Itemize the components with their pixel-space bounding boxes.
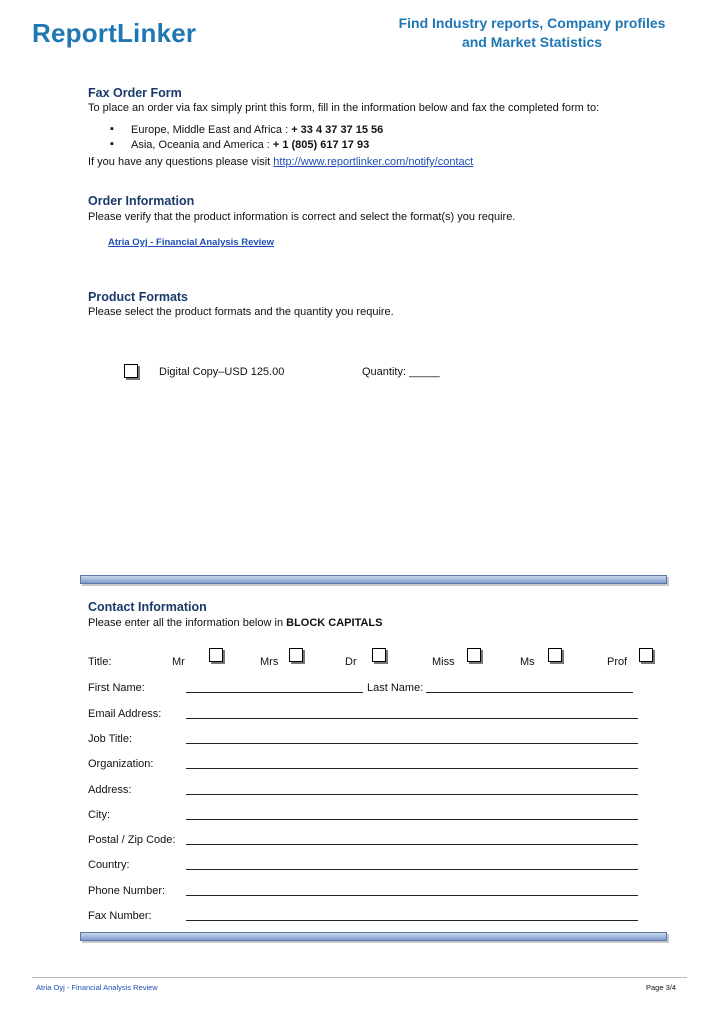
address-label: Address: bbox=[88, 784, 132, 796]
postal-code-field[interactable] bbox=[186, 844, 638, 845]
fax-order-form-intro: To place an order via fax simply print this form, fill in the information below and fax the completed form to: bbox=[88, 102, 600, 114]
email-label: Email Address: bbox=[88, 708, 162, 720]
salutation-miss-checkbox[interactable] bbox=[467, 648, 481, 662]
footer-page-number: Page 3/4 bbox=[646, 983, 677, 992]
region-europe-number: + 33 4 37 37 15 56 bbox=[291, 124, 384, 136]
organization-field[interactable] bbox=[186, 768, 638, 769]
quantity-label[interactable]: Quantity: _____ bbox=[362, 366, 440, 378]
city-field[interactable] bbox=[186, 819, 638, 820]
organization-label: Organization: bbox=[88, 758, 154, 770]
salutation-mrs-checkbox[interactable] bbox=[289, 648, 303, 662]
first-name-label: First Name: bbox=[88, 682, 145, 694]
salutation-ms-label: Ms bbox=[520, 656, 535, 668]
phone-number-field[interactable] bbox=[186, 895, 638, 896]
section-divider-bottom bbox=[80, 932, 667, 941]
salutation-dr-checkbox[interactable] bbox=[372, 648, 386, 662]
region-asia-number: + 1 (805) 617 17 93 bbox=[272, 139, 370, 151]
contact-information-title: Contact Information bbox=[88, 600, 207, 614]
last-name-field[interactable] bbox=[426, 692, 633, 693]
salutation-mr-label: Mr bbox=[172, 656, 185, 668]
email-field[interactable] bbox=[186, 718, 638, 719]
section-divider-top bbox=[80, 575, 667, 584]
job-title-label: Job Title: bbox=[88, 733, 133, 745]
region-europe-label: Europe, Middle East and Africa : bbox=[131, 124, 292, 136]
phone-number-label: Phone Number: bbox=[88, 885, 166, 897]
fax-order-form-title: Fax Order Form bbox=[88, 86, 182, 100]
fax-number-field[interactable] bbox=[186, 920, 638, 921]
last-name-label: Last Name: bbox=[367, 682, 424, 694]
reportlinker-logo: ReportLinker bbox=[32, 18, 197, 48]
country-field[interactable] bbox=[186, 869, 638, 870]
contact-link[interactable]: http://www.reportlinker.com/notify/contact bbox=[273, 156, 474, 168]
product-link[interactable]: Atria Oyj - Financial Analysis Review bbox=[108, 237, 274, 248]
title-label: Title: bbox=[88, 656, 112, 668]
digital-copy-checkbox[interactable] bbox=[124, 364, 138, 378]
product-formats-text: Please select the product formats and the quantity you require. bbox=[88, 306, 394, 318]
tagline-line-1: Find Industry reports, Company profiles bbox=[398, 15, 666, 31]
salutation-miss-label: Miss bbox=[432, 656, 455, 668]
region-asia-label: Asia, Oceania and America : bbox=[131, 139, 273, 151]
order-information-title: Order Information bbox=[88, 194, 195, 208]
job-title-field[interactable] bbox=[186, 743, 638, 744]
tagline-line-2: and Market Statistics bbox=[461, 34, 603, 50]
header-tagline bbox=[372, 14, 692, 52]
region-europe bbox=[110, 124, 383, 136]
postal-code-label: Postal / Zip Code: bbox=[88, 834, 176, 846]
address-field[interactable] bbox=[186, 794, 638, 795]
order-information-text: Please verify that the product information is correct and select the format(s) you require. bbox=[88, 211, 516, 223]
salutation-prof-checkbox[interactable] bbox=[639, 648, 653, 662]
salutation-dr-label: Dr bbox=[345, 656, 357, 668]
first-name-field[interactable] bbox=[186, 692, 363, 693]
questions-line bbox=[88, 156, 473, 168]
contact-text-prefix: Please enter all the information below in bbox=[88, 617, 287, 629]
region-asia bbox=[110, 139, 369, 151]
block-capitals: BLOCK CAPITALS bbox=[286, 617, 383, 629]
product-formats-title: Product Formats bbox=[88, 290, 189, 304]
footer-document-title: Atria Oyj - Financial Analysis Review bbox=[36, 983, 158, 992]
salutation-prof-label: Prof bbox=[607, 656, 628, 668]
city-label: City: bbox=[88, 809, 110, 821]
salutation-mrs-label: Mrs bbox=[260, 656, 279, 668]
fax-number-label: Fax Number: bbox=[88, 910, 152, 922]
country-label: Country: bbox=[88, 859, 130, 871]
digital-copy-label: Digital Copy–USD 125.00 bbox=[159, 366, 285, 378]
salutation-mr-checkbox[interactable] bbox=[209, 648, 223, 662]
questions-prefix: If you have any questions please visit bbox=[88, 156, 274, 168]
contact-information-text bbox=[88, 617, 382, 629]
salutation-ms-checkbox[interactable] bbox=[548, 648, 562, 662]
footer-rule bbox=[32, 977, 687, 978]
